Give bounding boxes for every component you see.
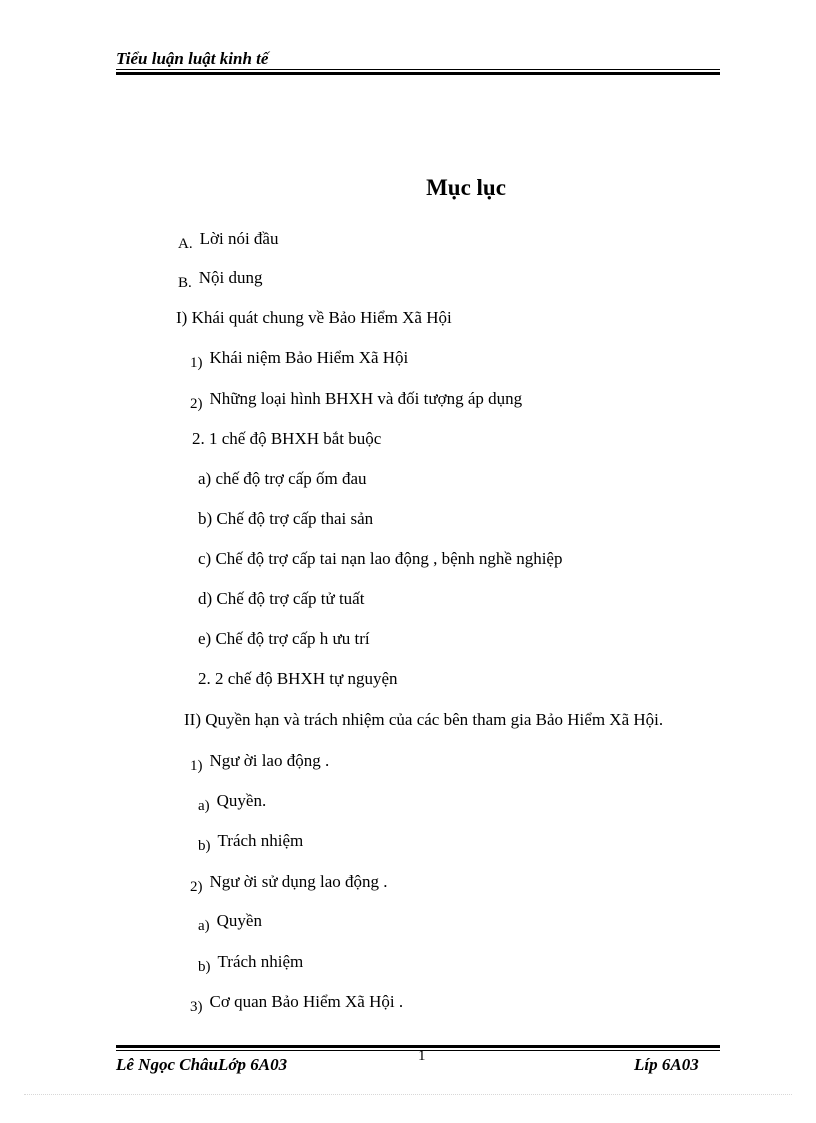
toc-entry <box>190 992 403 1013</box>
toc-entry-marker: A. <box>178 236 193 252</box>
toc-entry-marker: b) <box>198 959 211 975</box>
toc-entry <box>198 669 398 689</box>
toc-entry <box>198 911 262 932</box>
toc-entry <box>198 509 373 529</box>
toc-entry-text: Ngư ời sử dụng lao động . <box>209 872 388 891</box>
toc-entry <box>190 872 388 893</box>
toc-entry <box>176 308 452 328</box>
toc-entry-marker: a) <box>198 918 210 934</box>
footer-author: Lê Ngọc ChâuLớp 6A03 <box>116 1055 288 1074</box>
toc-entry-text: I) Khái quát chung về Bảo Hiểm Xã Hội <box>176 308 452 327</box>
toc-entry-text: Trách nhiệm <box>217 952 304 971</box>
toc-title: Mục lục <box>426 175 506 200</box>
toc-entry-text: c) Chế độ trợ cấp tai nạn lao động , bệnh nghề nghiệp <box>198 549 563 568</box>
toc-entry <box>192 429 381 449</box>
toc-entry-text: Ngư ời lao động . <box>209 751 330 770</box>
toc-entry-marker: 2) <box>190 396 203 412</box>
toc-entry-marker: 1) <box>190 355 203 371</box>
toc-entry-text: II) Quyền hạn và trách nhiệm của các bên tham gia Bảo Hiểm Xã Hội. <box>184 710 664 729</box>
toc-entry-text: a) chế độ trợ cấp ốm đau <box>198 469 367 488</box>
toc-entry-marker: B. <box>178 275 192 291</box>
toc-entry <box>198 589 364 609</box>
toc-entry <box>190 389 522 410</box>
toc-entry-text: 2. 1 chế độ BHXH bắt buộc <box>192 429 382 448</box>
header-title: Tiểu luận luật kinh tế <box>116 49 269 68</box>
toc-entry-text: Những loại hình BHXH và đối tượng áp dụng <box>209 389 523 408</box>
toc-entry-text: Cơ quan Bảo Hiểm Xã Hội . <box>209 992 404 1011</box>
toc-entry-text: Quyền <box>216 911 262 930</box>
toc-entry-marker: 2) <box>190 879 203 895</box>
toc-entry-text: Quyền. <box>216 791 267 810</box>
page-edge-divider <box>24 1094 792 1095</box>
toc-entry-marker: 1) <box>190 758 203 774</box>
toc-entry <box>190 751 329 772</box>
toc-entry-text: Khái niệm Bảo Hiểm Xã Hội <box>209 348 409 367</box>
toc-entry <box>198 831 303 852</box>
toc-entry <box>198 629 370 649</box>
header-rule <box>116 69 720 75</box>
footer-class: Líp 6A03 <box>634 1055 699 1074</box>
toc-entry-text: 2. 2 chế độ BHXH tự nguyện <box>198 669 398 688</box>
toc-entry <box>198 549 562 569</box>
toc-entry-text: Nội dung <box>198 268 263 287</box>
toc-entry <box>178 268 263 289</box>
toc-entry-text: e) Chế độ trợ cấp h ưu trí <box>198 629 370 648</box>
toc-entry-text: Lời nói đầu <box>199 229 279 248</box>
toc-entry-text: d) Chế độ trợ cấp tử tuất <box>198 589 365 608</box>
toc-entry-text: Trách nhiệm <box>217 831 304 850</box>
toc-entry-marker: 3) <box>190 999 203 1015</box>
page-number: 1 <box>418 1048 426 1064</box>
toc-entry <box>198 469 367 489</box>
toc-entry-marker: a) <box>198 798 210 814</box>
toc-entry <box>178 229 278 250</box>
toc-entry-marker: b) <box>198 838 211 854</box>
toc-entry <box>198 952 303 973</box>
toc-entry-text: b) Chế độ trợ cấp thai sản <box>198 509 374 528</box>
toc-entry <box>198 791 266 812</box>
toc-entry <box>184 710 663 730</box>
toc-entry <box>190 348 408 369</box>
